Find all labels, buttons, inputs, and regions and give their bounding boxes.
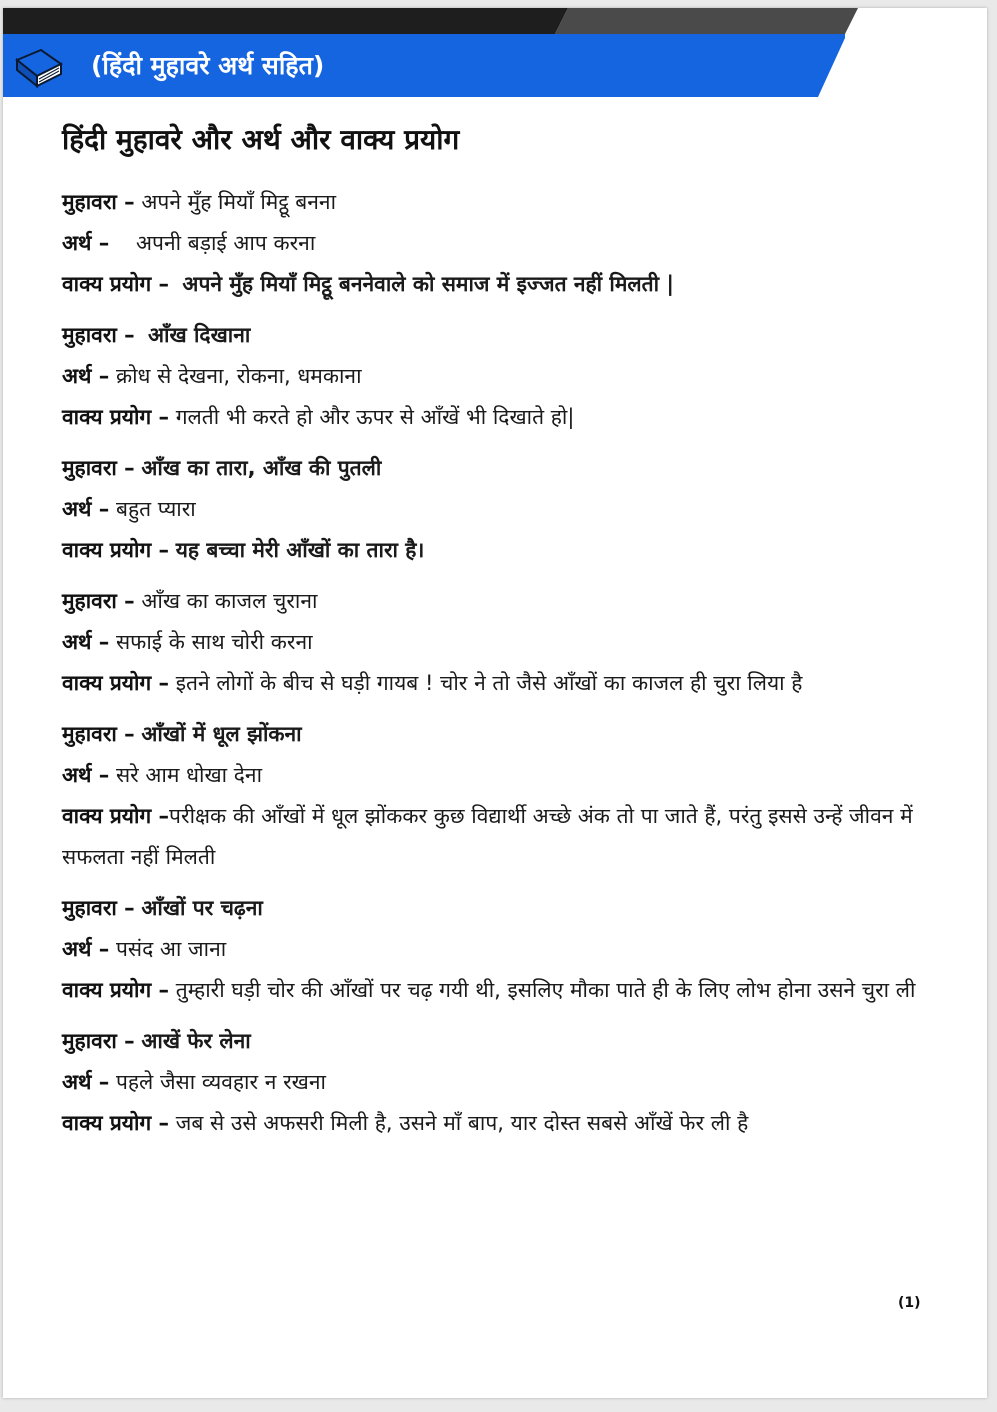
idiom-text: आँख दिखाना [148,323,251,347]
book-icon [13,46,65,90]
meaning-text: पहले जैसा व्यवहार न रखना [115,1070,326,1094]
usage-line [62,1103,942,1144]
idiom-line [62,1021,942,1062]
idiom-label: मुहावरा – [62,323,135,347]
usage-text: जब से उसे अफसरी मिली है, उसने माँ बाप, यार दोस्त सबसे आँखें फेर ली है [175,1111,749,1135]
usage-line [62,530,942,571]
banner-title: (हिंदी मुहावरे अर्थ सहित) [91,51,325,80]
idiom-label: मुहावरा – [62,190,135,214]
usage-text: परीक्षक की आँखों में धूल झोंककर कुछ विद्यार्थी अच्छे अंक तो पा जाते हैं, परंतु इससे उन्हें जीवन में सफलता नहीं मिलती [62,804,913,869]
idiom-entry [62,714,942,878]
meaning-line [62,1062,942,1103]
idiom-entry [62,315,942,438]
meaning-line [62,755,942,796]
idiom-line [62,714,942,755]
idiom-line [62,888,942,929]
meaning-text: पसंद आ जाना [115,937,227,961]
meaning-text: क्रोध से देखना, रोकना, धमकाना [115,364,362,388]
meaning-line [62,622,942,663]
meaning-text: सफाई के साथ चोरी करना [115,630,313,654]
usage-line [62,397,942,438]
usage-text: इतने लोगों के बीच से घड़ी गायब ! चोर ने तो जैसे आँखों का काजल ही चुरा लिया है [175,671,803,695]
usage-line [62,796,942,878]
idiom-label: मुहावरा – [62,896,135,920]
meaning-line [62,929,942,970]
usage-text: यह बच्चा मेरी आँखों का तारा है। [175,538,425,562]
meaning-line [62,223,942,264]
idiom-entry [62,182,942,305]
usage-label: वाक्य प्रयोग – [62,538,170,562]
usage-label: वाक्य प्रयोग – [62,804,170,828]
usage-line [62,663,942,704]
meaning-label: अर्थ – [62,364,110,388]
idiom-label: मुहावरा – [62,456,135,480]
usage-label: वाक्य प्रयोग – [62,978,170,1002]
meaning-label: अर्थ – [62,1070,110,1094]
idiom-entry [62,448,942,571]
idiom-text: आँखों में धूल झोंकना [141,722,302,746]
idiom-text: आखें फेर लेना [141,1029,251,1053]
content-area [62,120,942,1154]
idiom-entry [62,888,942,1011]
meaning-label: अर्थ – [62,763,110,787]
idiom-entry [62,1021,942,1144]
idiom-text: आँखों पर चढ़ना [141,896,263,920]
meaning-label: अर्थ – [62,937,110,961]
usage-text: अपने मुँह मियाँ मिट्ठू बननेवाले को समाज में इज्जत नहीं मिलती | [182,272,675,296]
meaning-line [62,356,942,397]
idiom-entry [62,581,942,704]
meaning-label: अर्थ – [62,497,110,521]
page-title: हिंदी मुहावरे और अर्थ और वाक्य प्रयोग [62,123,460,156]
usage-text: तुम्हारी घड़ी चोर की आँखों पर चढ़ गयी थी, इसलिए मौका पाते ही के लिए लोभ होना उसने चुरा ली [175,978,916,1002]
meaning-text: अपनी बड़ाई आप करना [135,231,316,255]
usage-label: वाक्य प्रयोग – [62,671,170,695]
meaning-label: अर्थ – [62,231,110,255]
idiom-label: मुहावरा – [62,1029,135,1053]
idiom-label: मुहावरा – [62,722,135,746]
usage-text: गलती भी करते हो और ऊपर से आँखें भी दिखाते हो| [175,405,575,429]
document-page [3,8,987,1398]
usage-label: वाक्य प्रयोग – [62,405,170,429]
idiom-text: आँख का काजल चुराना [141,589,318,613]
usage-line [62,970,942,1011]
meaning-line [62,489,942,530]
meaning-label: अर्थ – [62,630,110,654]
usage-line [62,264,942,305]
usage-label: वाक्य प्रयोग – [62,272,170,296]
idiom-label: मुहावरा – [62,589,135,613]
idiom-text: आँख का तारा, आँख की पुतली [141,456,382,480]
meaning-text: बहुत प्यारा [115,497,196,521]
idiom-line [62,315,942,356]
usage-label: वाक्य प्रयोग – [62,1111,170,1135]
idiom-line [62,448,942,489]
idiom-line [62,581,942,622]
meaning-text: सरे आम धोखा देना [115,763,263,787]
idiom-line [62,182,942,223]
page-number: (1) [898,1295,921,1311]
header-banner [3,8,863,100]
idiom-text: अपने मुँह मियाँ मिट्ठू बनना [141,190,337,214]
